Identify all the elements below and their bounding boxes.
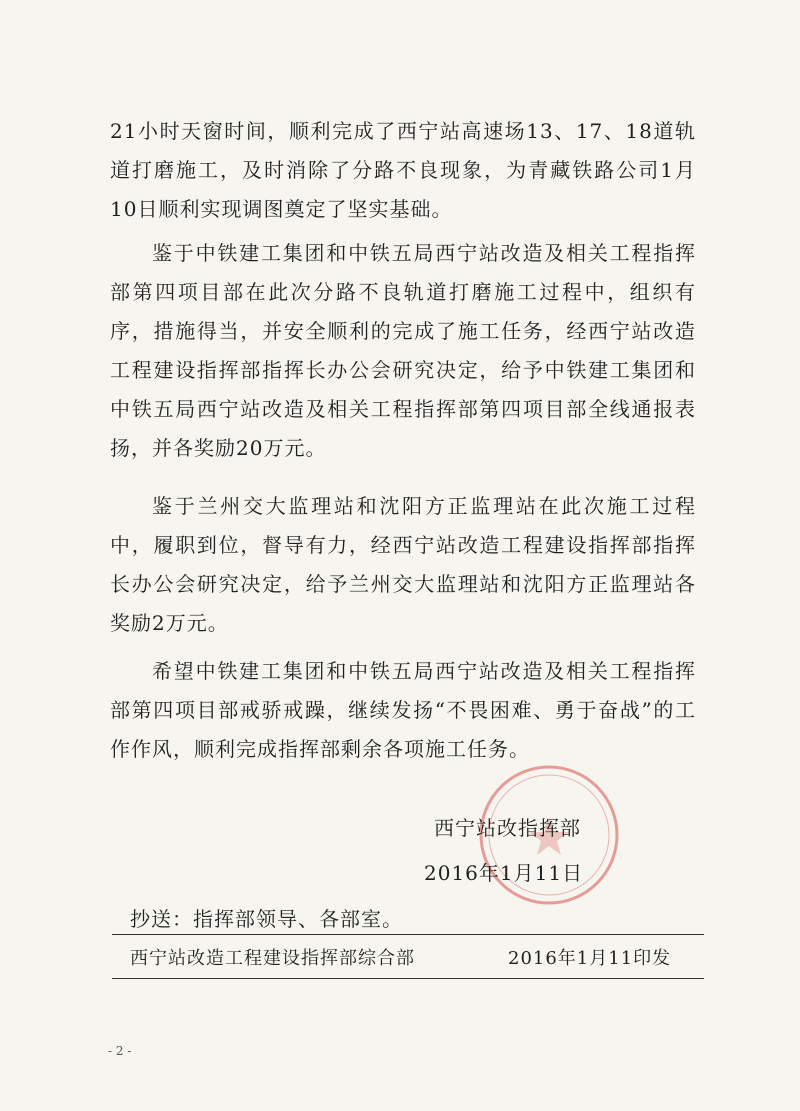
footer-top-rule: [112, 934, 704, 935]
signature-organization: 西宁站改指挥部: [434, 816, 581, 840]
footer-issuer: 西宁站改造工程建设指挥部综合部: [130, 948, 415, 969]
paragraph-1: 21小时天窗时间，顺利完成了西宁站高速场13、17、18道轨道打磨施工，及时消除了分路不良现象，为青藏铁路公司1月10日顺利实现调图奠定了坚实基础。: [110, 119, 696, 221]
footer-bottom-rule: [112, 978, 704, 979]
paragraph-2: 鉴于中铁建工集团和中铁五局西宁站改造及相关工程指挥部第四项目部在此次分路不良轨道打磨施工过程中，组织有序，措施得当，并安全顺利的完成了施工任务，经西宁站改造工程建设指挥部指挥长办公会研究决定，给予中铁建工集团和中铁五局西宁站改造及相关工程指挥部第四项目部全线通报表扬，并各奖励20万元。: [110, 241, 696, 460]
signature-date: 2016年1月11日: [424, 861, 584, 885]
paragraph-3: 鉴于兰州交大监理站和沈阳方正监理站在此次施工过程中，履职到位，督导有力，经西宁站改造工程建设指挥部指挥长办公会研究决定，给予兰州交大监理站和沈阳方正监理站各奖励2万元。: [110, 494, 696, 635]
cc-line: 抄送：指挥部领导、各部室。: [130, 907, 403, 931]
paragraph-4: 希望中铁建工集团和中铁五局西宁站改造及相关工程指挥部第四项目部戒骄戒躁，继续发扬“不畏困难、勇于奋战”的工作作风，顺利完成指挥部剩余各项施工任务。: [110, 659, 696, 761]
footer-issue-date: 2016年1月11印发: [508, 948, 672, 969]
page-number: - 2 -: [108, 1044, 132, 1058]
